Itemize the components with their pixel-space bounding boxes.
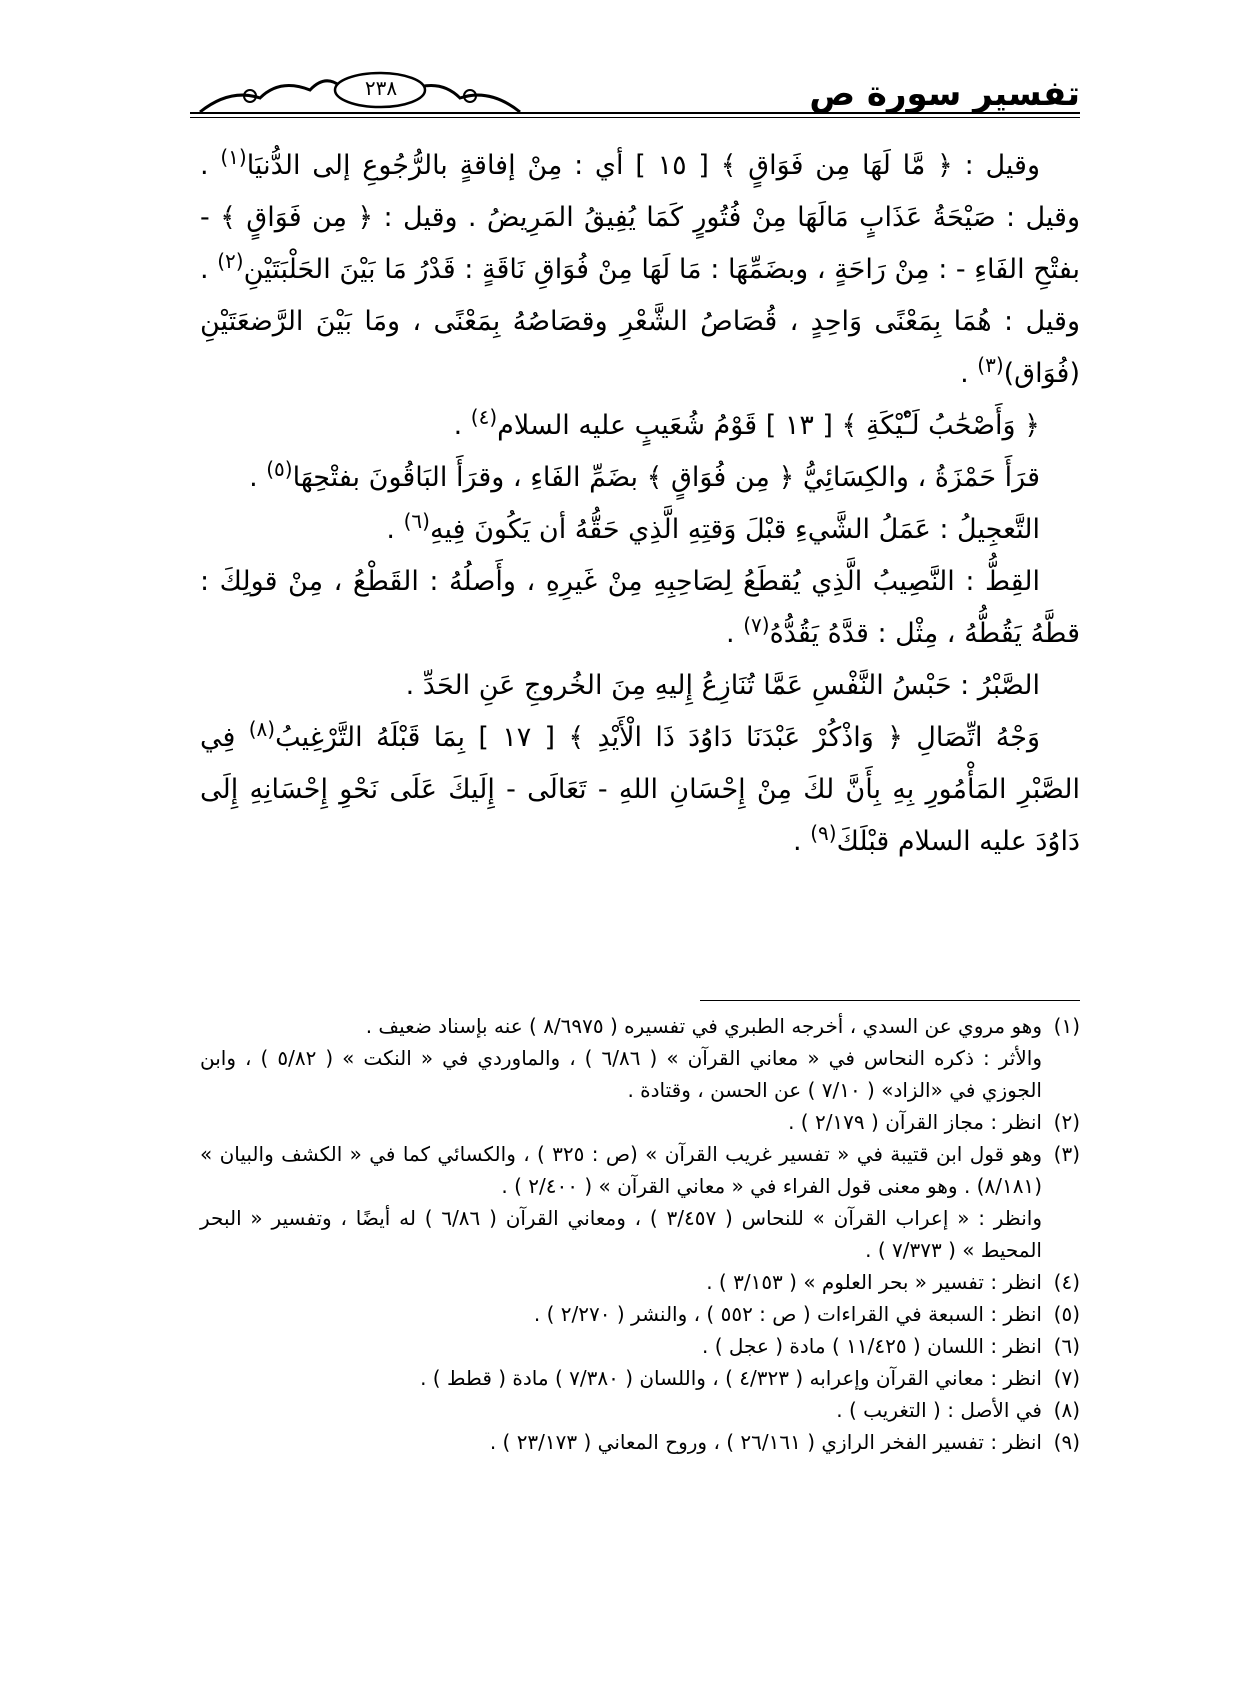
header-rule: [190, 112, 1080, 114]
footnote-ref[interactable]: (١): [220, 145, 247, 169]
main-text: [200, 140, 1080, 868]
footnote-separator: [700, 1000, 1080, 1001]
footnote-text: وهو قول ابن قتيبة في « تفسير غريب القرآن » (ص : ٣٢٥ ) ، والكسائي كما في « الكشف والبيان » (٨/١٨١) . وهو معنى قول الفراء في « معاني القرآن » ( ٢/٤٠٠ ) .: [200, 1142, 1042, 1198]
footnote-ref[interactable]: (٣): [977, 353, 1004, 377]
footnote-5: [200, 1298, 1080, 1330]
page-title: تفسير سورة ص: [809, 74, 1080, 114]
footnote-text: انظر : تفسير « بحر العلوم » ( ٣/١٥٣ ) .: [706, 1270, 1042, 1294]
footnote-ref[interactable]: (٨): [248, 717, 276, 741]
footnote-number: (٩): [1053, 1430, 1080, 1454]
footnote-text: وهو مروي عن السدي ، أخرجه الطبري في تفسيره ( ٨/٦٩٧٥ ) عنه بإسناد ضعيف .: [365, 1014, 1042, 1038]
footnote-number: (٢): [1053, 1110, 1080, 1134]
footnote-ref[interactable]: (٥): [266, 457, 293, 481]
footnote-3: [200, 1138, 1080, 1202]
footnote-ref[interactable]: (٦): [403, 509, 430, 533]
footnote-ref[interactable]: (٧): [743, 613, 770, 637]
page-header: [190, 68, 1080, 128]
footnote-number: (١): [1053, 1014, 1080, 1038]
footnote-text: وانظر : « إعراب القرآن » للنحاس ( ٣/٤٥٧ ) ، ومعاني القرآن ( ٦/٨٦ ) له أيضًا ، وتفسير « البحر المحيط » ( ٧/٣٧٣ ) .: [200, 1206, 1042, 1262]
footnote-text: في الأصل : ( التغريب ) .: [836, 1398, 1042, 1422]
footnote-text: والأثر : ذكره النحاس في « معاني القرآن » ( ٦/٨٦ ) ، والماوردي في « النكت » ( ٥/٨٢ ) ، وابن الجوزي في «الزاد» ( ٧/١٠ ) عن الحسن ، وقتادة .: [200, 1046, 1042, 1102]
header-rule-thin: [190, 117, 1080, 118]
footnote-4: [200, 1266, 1080, 1298]
footnote-7: [200, 1362, 1080, 1394]
footnote-2: [200, 1106, 1080, 1138]
footnote-number: (٤): [1053, 1270, 1080, 1294]
footnote-number: (٨): [1053, 1398, 1080, 1422]
footnote-text: انظر : مجاز القرآن ( ٢/١٧٩ ) .: [788, 1110, 1042, 1134]
paragraph-1: وقيل : ﴿ مَّا لَهَا مِن فَوَاقٍ ﴾ [ ١٥ ] أي : مِنْ إفاقةٍ بالرُّجُوعِ إلى الدُّنيَا$^{(١)}$ . وقيل : صَيْحَةُ عَذَابٍ مَالَهَا مِنْ فُتُورٍ كَمَا يُفِيقُ المَرِيضُ . وقيل : ﴿ مِن فَوَاقٍ ﴾ - بفتْحِ الفَاءِ - : مِنْ رَاحَةٍ ، وبضَمِّهَا : مَا لَهَا مِنْ فُوَاقِ نَاقَةٍ : قَدْرُ مَا بَيْنَ الحَلْبَتَيْنِ$^{(٢)}$ . وقيل : هُمَا بِمَعْنًى وَاحِدٍ ، قُصَاصُ الشَّعْرِ وقصَاصُهُ بِمَعْنًى ، ومَا بَيْنَ الرَّضعَتَيْنِ (فُوَاق)$^{(٣)}$ .: [200, 145, 1081, 389]
footnote-6: [200, 1330, 1080, 1362]
footnote-text: انظر : السبعة في القراءات ( ص : ٥٥٢ ) ، والنشر ( ٢/٢٧٠ ) .: [533, 1302, 1042, 1326]
paragraph-4: التَّعجِيلُ : عَمَلُ الشَّيءِ قبْلَ وَقتِهِ الَّذِي حَقُّهُ أن يَكُونَ فِيهِ$^{(٦)}$ .: [386, 509, 1040, 545]
footnote-ref[interactable]: (٤): [470, 405, 498, 429]
paragraph-2: ﴿ وَأَصْحَٰبُ لَـْٔيْكَةِ ﴾ [ ١٣ ] قَوْمُ شُعَيبٍ عليه السلام$^{(٤)}$ .: [453, 405, 1040, 441]
footnote-number: (٧): [1053, 1366, 1080, 1390]
paragraph-6: الصَّبْرُ : حَبْسُ النَّفْسِ عَمَّا تُنَازِعُ إِليهِ مِنَ الخُروجِ عَنِ الحَدِّ .: [405, 670, 1040, 701]
footnotes: [200, 1010, 1080, 1458]
footnote-1: [200, 1010, 1080, 1042]
footnote-text: انظر : اللسان ( ١١/٤٢٥ ) مادة ( عجل ) .: [702, 1334, 1042, 1358]
footnote-ref[interactable]: (٢): [217, 249, 244, 273]
footnote-text: انظر : تفسير الفخر الرازي ( ٢٦/١٦١ ) ، وروح المعاني ( ٢٣/١٧٣ ) .: [489, 1430, 1042, 1454]
page-number: ٢٣٨: [364, 76, 398, 100]
paragraph-5: القِطُّ : النَّصِيبُ الَّذِي يُقطَعُ لِصَاحِبِهِ مِنْ غَيرِهِ ، وأَصلُهُ : القَطْعُ ، مِنْ قولِكَ : قطَّهُ يَقُطُّهُ ، مِثْل : قدَّهُ يَقُدُّهُ$^{(٧)}$ .: [200, 566, 1080, 649]
footnote-ref[interactable]: (٩): [810, 821, 837, 845]
footnote-number: (٣): [1053, 1142, 1080, 1166]
footnote-number: (٥): [1053, 1302, 1080, 1326]
paragraph-7: وَجْهُ اتِّصَالِ ﴿ وَاذْكُرْ عَبْدَنَا دَاوُدَ ذَا الْأَيْدِ ﴾ [ ١٧ ] بِمَا قَبْلَهُ التَّرْغِيبُ$^{(٨)}$ فِي الصَّبْرِ المَأْمُورِ بِهِ بِأَنَّ لكَ مِنْ إِحْسَانِ اللهِ - تَعَالَى - إِلَيكَ عَلَى نَحْوِ إِحْسَانِهِ إِلَى دَاوُدَ عليه السلام قبْلَكَ$^{(٩)}$ .: [200, 717, 1080, 857]
footnote-number: (٦): [1053, 1334, 1080, 1358]
paragraph-3: قرَأَ حَمْزَةُ ، والكِسَائِيُّ ﴿ مِن فُوَاقٍ ﴾ بضَمِّ الفَاءِ ، وقرَأَ البَاقُونَ بفتْحِهَا$^{(٥)}$ .: [249, 457, 1040, 493]
footnote-8: [200, 1394, 1080, 1426]
footnote-9: [200, 1426, 1080, 1458]
footnote-text: انظر : معاني القرآن وإعرابه ( ٤/٣٢٣ ) ، واللسان ( ٧/٣٨٠ ) مادة ( قطط ) .: [420, 1366, 1042, 1390]
